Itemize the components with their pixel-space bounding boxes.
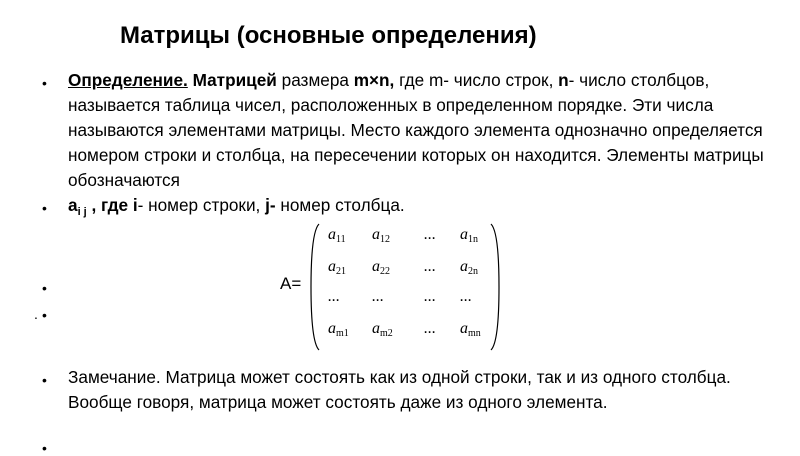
matrix-cell: ...	[424, 226, 436, 243]
n-term: n	[558, 70, 569, 90]
a-symbol: a	[68, 195, 78, 215]
matrix-cell: ...	[424, 258, 436, 275]
bullet: •	[42, 372, 47, 388]
matrix-cell: $a_{12}$	[372, 226, 390, 245]
text: где m- число строк,	[394, 70, 559, 90]
matrix-cell: ...	[372, 288, 384, 305]
i-symbol: i	[132, 195, 138, 215]
text: - номер строки,	[137, 195, 266, 215]
matrix-label: A=	[280, 274, 302, 293]
matrix-cell: $a_{11}$	[328, 226, 346, 245]
bullet: •	[42, 440, 47, 456]
matrix-cell: $a_{m2}$	[372, 320, 393, 339]
bullet: •	[42, 307, 47, 323]
remark-paragraph: Замечание. Матрица может состоять как из одной строки, так и из одного столбца. Вообще говоря, матрица может состоять даже из одного элемента.	[68, 367, 731, 412]
matrix	[310, 222, 500, 352]
matrix-cell: $a_{1n}$	[460, 226, 478, 245]
notation-paragraph	[68, 193, 768, 225]
ij-subscript: i j	[77, 206, 87, 218]
page-title: Матрицы (основные определения)	[120, 22, 537, 49]
definition-paragraph	[68, 68, 768, 193]
matrix-cell: ...	[460, 288, 472, 305]
size-term: m×n,	[353, 70, 395, 90]
bullet: •	[42, 200, 47, 216]
left-paren	[310, 222, 320, 352]
text: , где	[86, 195, 133, 215]
matrix-cell: $a_{22}$	[372, 258, 390, 277]
matrix-cell: $a_{21}$	[328, 258, 346, 277]
bullet: •	[42, 75, 47, 91]
matrix-cell: $a_{m1}$	[328, 320, 349, 339]
matrix-cell: ...	[424, 320, 436, 337]
text: номер столбца.	[275, 195, 405, 215]
text: - число столбцов, называется таблица чисел, расположенных в определенном порядке. Эти числа называются элементами матрицы. Место каждого элемента однозначно определяется номером строки и столбца, на пересечении которых он находится. Элементы матрицы обозначаются	[68, 70, 764, 190]
matrix-cell: $a_{2n}$	[460, 258, 478, 277]
matrix-cell: ...	[424, 288, 436, 305]
matrix-term: Матрицей	[192, 70, 277, 90]
definition-term: Определение.	[68, 70, 188, 90]
stray-dot: .	[34, 306, 38, 322]
bullet: •	[42, 280, 47, 296]
right-paren	[490, 222, 500, 352]
text: размера	[276, 70, 354, 90]
j-symbol: j-	[265, 195, 276, 215]
matrix-cell: $a_{mn}$	[460, 320, 481, 339]
matrix-cell: ...	[328, 288, 340, 305]
